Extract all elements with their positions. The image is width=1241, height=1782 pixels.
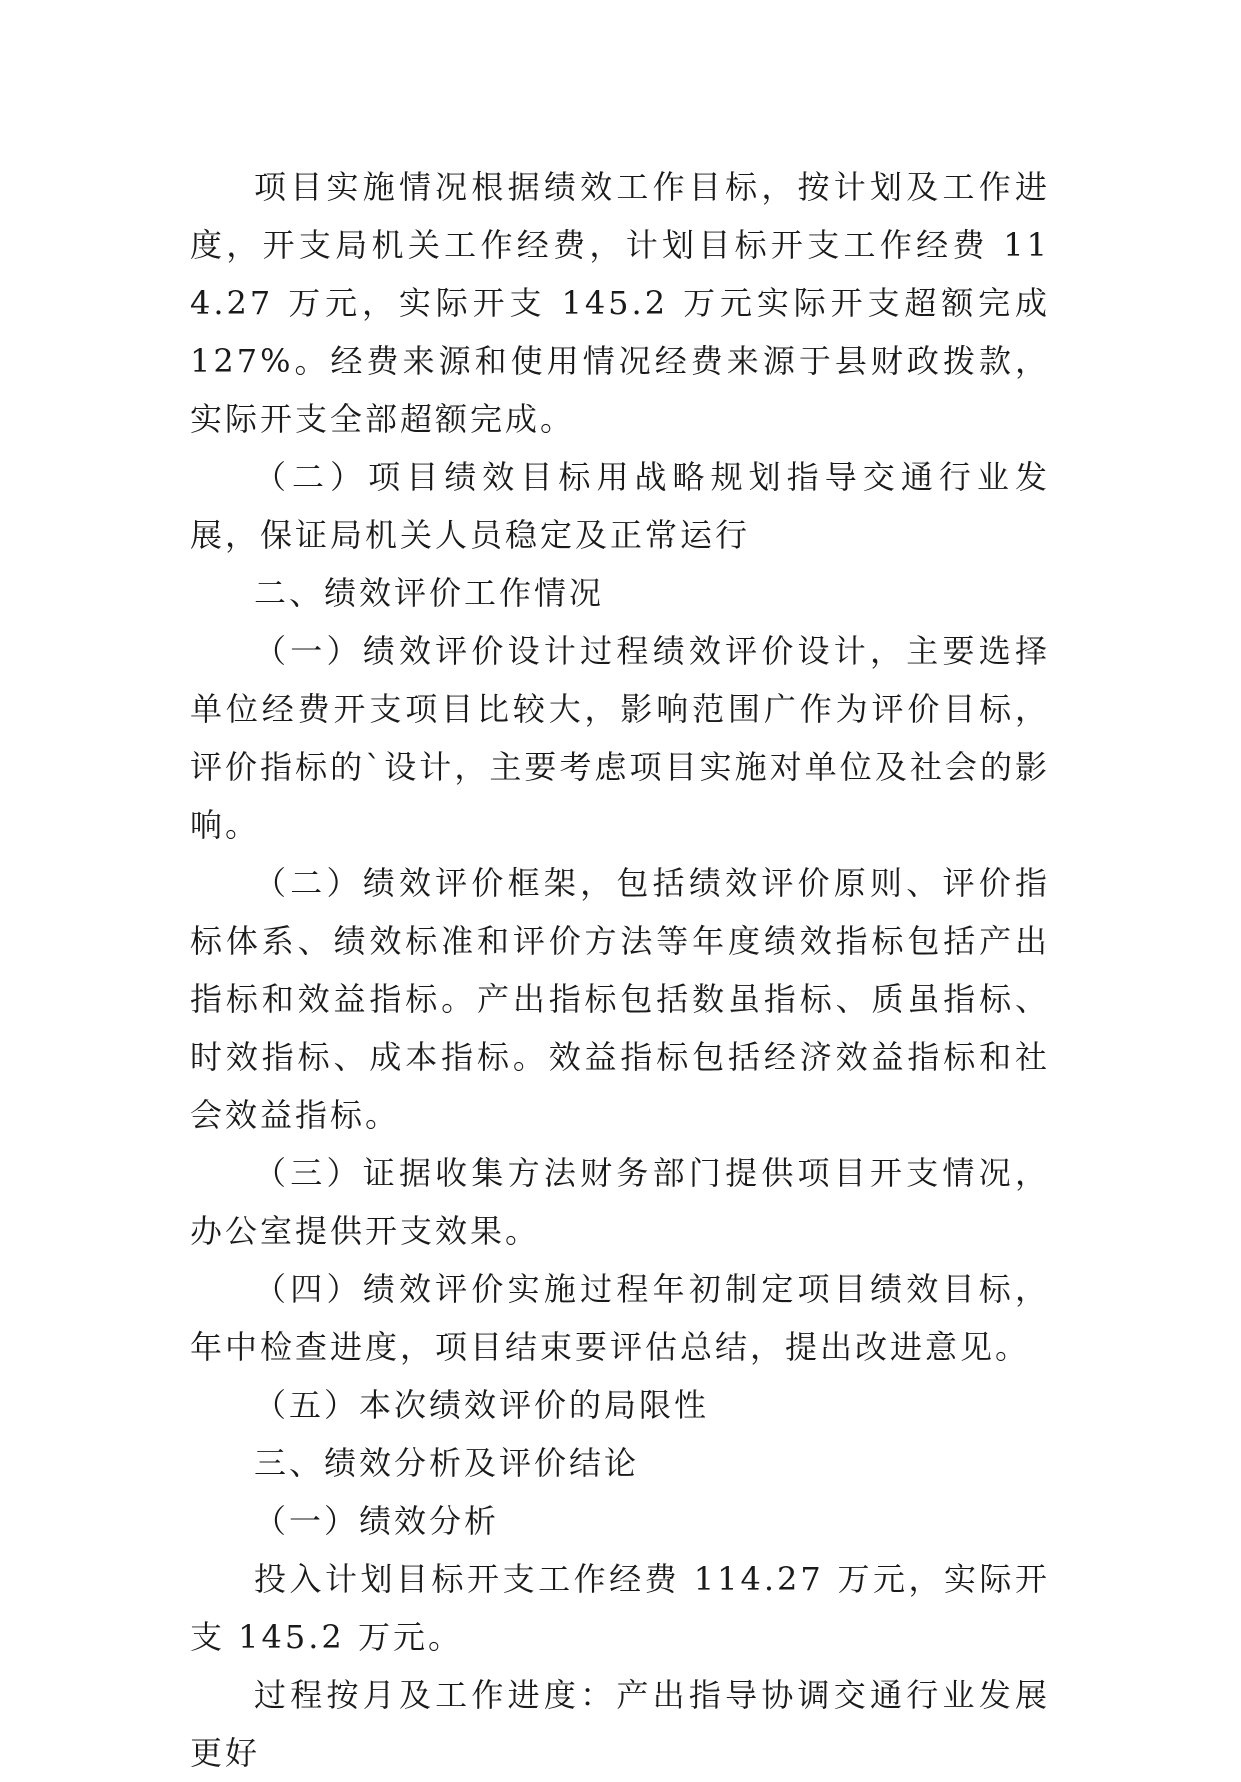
subheading-performance-analysis: （一）绩效分析 [254,1502,500,1540]
paragraph-limitations: （五）本次绩效评价的局限性 [254,1386,710,1424]
document-body [190,158,1050,1782]
paragraph-project-implementation: 项目实施情况根据绩效工作目标，按计划及工作进度，开支局机关工作经费，计划目标开支工作经费 114.27 万元，实际开支 145.2 万元实际开支超额完成 127%。经费来源和使用情况经费来源于县财政拨款，实际开支全部超额完成。 [190,168,1050,438]
section-heading-evaluation-work: 二、绩效评价工作情况 [254,574,605,612]
section-heading-analysis-conclusion: 三、绩效分析及评价结论 [254,1444,640,1482]
paragraph-performance-goal: （二）项目绩效目标用战略规划指导交通行业发展，保证局机关人员稳定及正常运行 [190,458,1050,554]
paragraph-evaluation-framework: （二）绩效评价框架，包括绩效评价原则、评价指标体系、绩效标准和评价方法等年度绩效指标包括产出指标和效益指标。产出指标包括数虽指标、质虽指标、时效指标、成本指标。效益指标包括经济效益指标和社会效益指标。 [190,864,1050,1134]
paragraph-input: 投入计划目标开支工作经费 114.27 万元，实际开支 145.2 万元。 [190,1560,1050,1656]
paragraph-evidence-collection: （三）证据收集方法财务部门提供项目开支情况，办公室提供开支效果。 [190,1154,1050,1250]
paragraph-evaluation-design: （一）绩效评价设计过程绩效评价设计，主要选择单位经费开支项目比较大，影响范围广作为评价目标，评价指标的`设计，主要考虑项目实施对单位及社会的影响。 [190,632,1050,844]
paragraph-evaluation-process: （四）绩效评价实施过程年初制定项目绩效目标，年中检查进度，项目结束要评估总结，提出改进意见。 [190,1270,1050,1366]
paragraph-process: 过程按月及工作进度：产出指导协调交通行业发展更好 [190,1676,1050,1772]
